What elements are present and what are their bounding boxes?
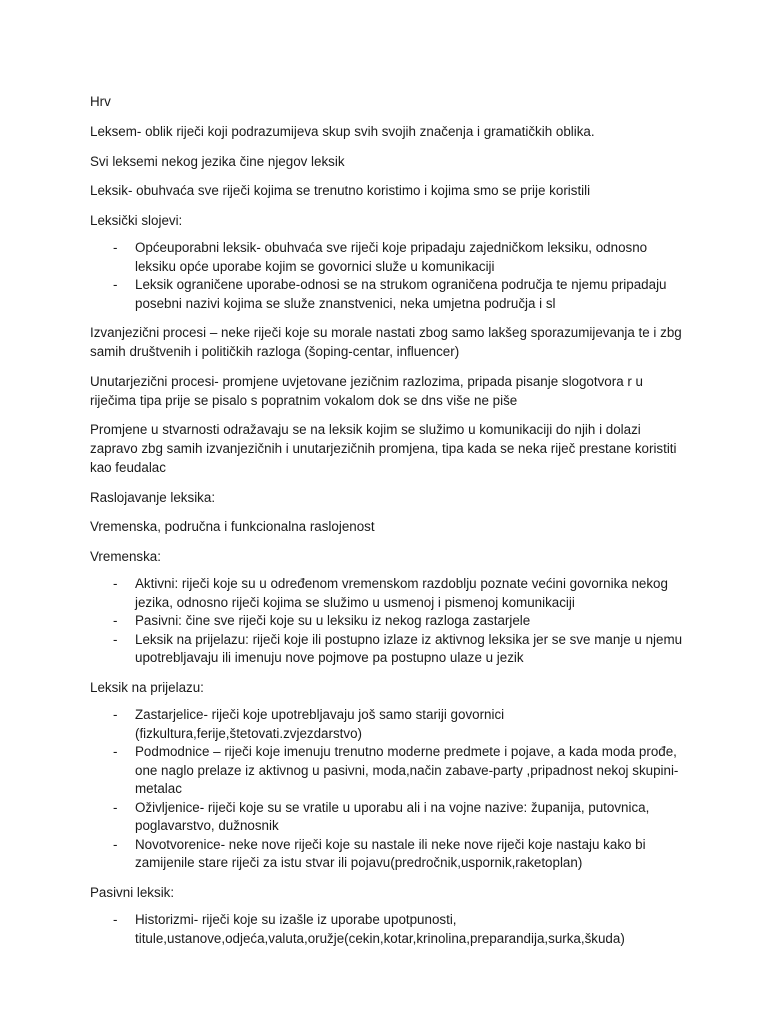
list-item-text: Aktivni: riječi koje su u određenom vremenskom razdoblju poznate većini govornika nekog jezika, odnosno riječi kojima se služimo u usmenoj i pismenoj komunikaciji bbox=[135, 576, 668, 610]
dash-bullet: - bbox=[113, 576, 118, 591]
list-item-text: Leksik na prijelazu: riječi koje ili postupno izlaze iz aktivnog leksika jer se sve manje u njemu upotrebljavaju ili imenuju nove pojmove pa postupno ulaze u jezik bbox=[135, 631, 683, 665]
paragraph-leksem: Leksem- oblik riječi koji podrazumijeva skup svih svojih značenja i gramatičkih oblika. bbox=[90, 124, 595, 139]
list-item bbox=[90, 743, 690, 799]
list-item bbox=[90, 706, 690, 743]
dash-bullet: - bbox=[113, 707, 118, 722]
list-pasivni-leksik bbox=[90, 911, 690, 948]
paragraph-leksik: Leksik- obuhvaća sve riječi kojima se trenutno koristimo i kojima smo se prije koristili bbox=[90, 183, 591, 198]
paragraph-promjene: Promjene u stvarnosti odražavaju se na leksik kojim se služimo u komunikaciji do njih i dolazi zapravo zbg samih izvanjezičnih i unutarjezičnih promjena, tipa kada se neka riječ prestane koristiti kao feudalac bbox=[90, 422, 677, 475]
document-title: Hrv bbox=[90, 94, 111, 109]
heading-vremenska: Vremenska: bbox=[90, 548, 161, 564]
heading-pasivni-leksik: Pasivni leksik: bbox=[90, 884, 175, 900]
list-item bbox=[90, 911, 690, 948]
list-vremenska bbox=[90, 575, 690, 668]
list-item-text: Općeuporabni leksik- obuhvaća sve riječi koje pripadaju zajedničkom leksiku, odnosno leksiku opće uporabe kojim se govornici služe u komunikaciji bbox=[135, 240, 648, 274]
paragraph-leksemi: Svi leksemi nekog jezika čine njegov leksik bbox=[90, 153, 345, 169]
dash-bullet: - bbox=[113, 912, 118, 927]
dash-bullet: - bbox=[113, 277, 118, 292]
dash-bullet: - bbox=[113, 744, 118, 759]
heading-raslojavanje: Raslojavanje leksika: bbox=[90, 489, 216, 505]
list-item-text: Pasivni: čine sve riječi koje su u leksiku iz nekog razloga zastarjele bbox=[135, 613, 531, 628]
list-item bbox=[90, 799, 690, 836]
document-page bbox=[90, 92, 690, 958]
dash-bullet: - bbox=[113, 613, 118, 628]
paragraph-unutarjezicni: Unutarjezični procesi- promjene uvjetovane jezičnim razlozima, pripada pisanje slogotvora r u riječima tipa prije se pisalo s popratnim vokalom dok se dns više ne piše bbox=[90, 373, 643, 408]
dash-bullet: - bbox=[113, 240, 118, 255]
dash-bullet: - bbox=[113, 631, 118, 647]
list-item bbox=[90, 575, 690, 612]
list-item bbox=[90, 276, 690, 313]
list-item-text: Novotvorenice- neke nove riječi koje su nastale ili neke nove riječi koje nastaju kako bi zamijenile stare riječi za istu stvar ili pojavu(predročnik,uspornik,raketoplan) bbox=[135, 836, 646, 870]
heading-leksicki-slojevi: Leksički slojevi: bbox=[90, 212, 183, 228]
dash-bullet: - bbox=[113, 836, 118, 852]
list-item bbox=[90, 836, 690, 873]
list-item bbox=[90, 239, 690, 276]
list-item-text: Podmodnice – riječi koje imenuju trenutno moderne predmete i pojave, a kada moda prođe, one naglo prelaze iz aktivnog u pasivni, moda,način zabave-party ,pripadnost nekoj skupini-metalac bbox=[135, 744, 679, 796]
list-leksik-na-prijelazu bbox=[90, 706, 690, 873]
dash-bullet: - bbox=[113, 799, 118, 815]
paragraph-raslojenost: Vremenska, područna i funkcionalna raslojenost bbox=[90, 519, 375, 534]
list-item bbox=[90, 612, 690, 631]
list-item-text: Historizmi- riječi koje su izašle iz uporabe upotpunosti, titule,ustanove,odjeća,valuta,oružje(cekin,kotar,krinolina,preparandija,surka,škuda) bbox=[135, 912, 625, 946]
list-item-text: Oživljenice- riječi koje su se vratile u uporabu ali i na vojne nazive: županija, putovnica, poglavarstvo, dužnosnik bbox=[135, 799, 650, 833]
list-item bbox=[90, 631, 690, 668]
paragraph-izvanjezicni: Izvanjezični procesi – neke riječi koje su morale nastati zbog samo lakšeg sporazumijevanja te i zbg samih društvenih i političkih razloga (šoping-centar, influencer) bbox=[90, 325, 682, 359]
list-leksicki-slojevi bbox=[90, 239, 690, 313]
heading-leksik-na-prijelazu: Leksik na prijelazu: bbox=[90, 679, 204, 695]
list-item-text: Leksik ograničene uporabe-odnosi se na strukom ograničena područja te njemu pripadaju posebni nazivi kojima se služe znanstvenici, neka umjetna područja i sl bbox=[135, 277, 667, 311]
list-item-text: Zastarjelice- riječi koje upotrebljavaju još samo stariji govornici (fizkultura,ferije,štetovati.zvjezdarstvo) bbox=[135, 707, 505, 741]
